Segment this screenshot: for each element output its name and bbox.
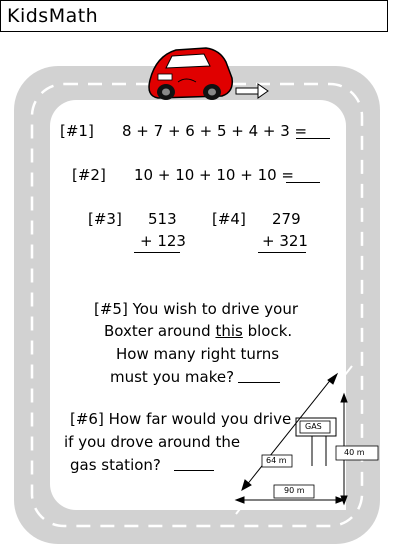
problem2-answer-blank[interactable] xyxy=(286,182,320,183)
problem3-label: [#3] xyxy=(88,210,122,228)
problem5-line2-pre: Boxter around xyxy=(104,322,216,340)
problem5-answer-blank[interactable] xyxy=(238,382,280,383)
problem2-expression: 10 + 10 + 10 + 10 = xyxy=(134,166,294,184)
problem4-sum-line[interactable] xyxy=(258,252,306,253)
problem4-label: [#4] xyxy=(212,210,246,228)
problem6-answer-blank[interactable] xyxy=(174,470,214,471)
problem1-label: [#1] xyxy=(60,122,94,140)
side-left-length: 64 m xyxy=(266,456,287,465)
problem1-expression: 8 + 7 + 6 + 5 + 4 + 3 = xyxy=(122,122,308,140)
app-title: KidsMath xyxy=(7,5,99,27)
side-bottom-length: 90 m xyxy=(284,486,305,495)
problem5-line2-post: block. xyxy=(242,322,293,340)
problem3-top-number: 513 xyxy=(148,210,177,228)
problem6-line1: [#6] How far would you drive xyxy=(70,410,292,428)
problem4-top-number: 279 xyxy=(272,210,301,228)
problem5-line2 xyxy=(104,322,292,340)
problem5-line4: must you make? xyxy=(110,368,235,386)
problem4-bottom-number: + 321 xyxy=(262,232,308,250)
problem1-answer-blank[interactable] xyxy=(296,138,330,139)
red-sports-car-icon xyxy=(149,48,232,100)
problem6-line2: if you drove around the xyxy=(64,433,241,451)
problem5-line1: [#5] You wish to drive your xyxy=(94,300,299,318)
gas-label: GAS xyxy=(305,422,322,431)
problem2-label: [#2] xyxy=(72,166,106,184)
right-arrow-icon xyxy=(236,84,268,98)
problem3-sum-line[interactable] xyxy=(134,252,180,253)
problem3-bottom-number: + 123 xyxy=(140,232,186,250)
problem5-emphasis: this xyxy=(215,322,243,340)
side-right-length: 40 m xyxy=(344,448,365,457)
problem5-line3: How many right turns xyxy=(116,345,280,363)
problem6-line3: gas station? xyxy=(70,456,161,474)
